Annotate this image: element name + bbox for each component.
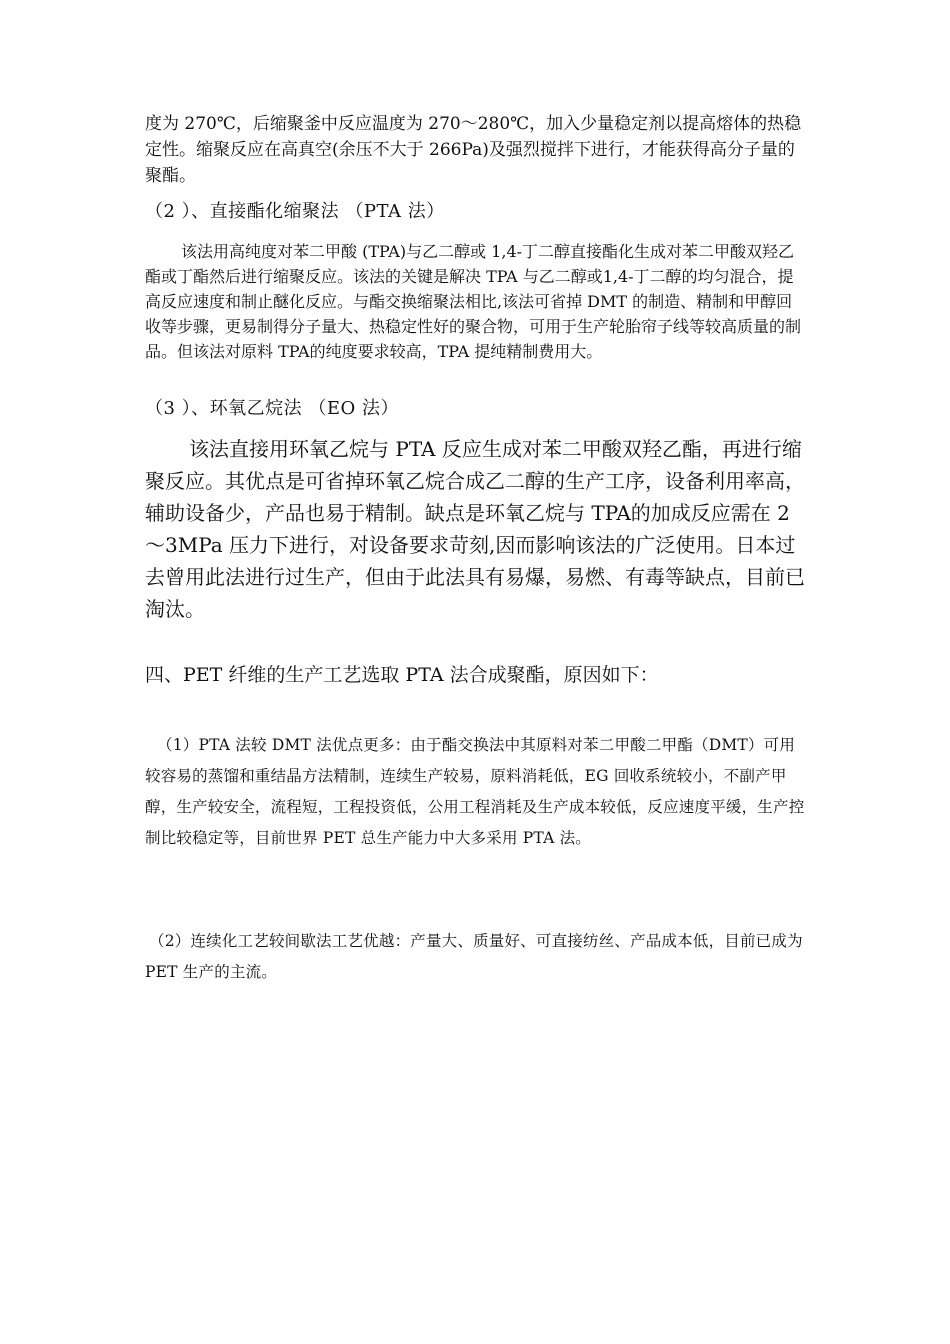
paragraph-dmt-conditions: 度为 270℃，后缩聚釜中反应温度为 270～280℃，加入少量稳定剂以提高熔体的热稳定性。缩聚反应在高真空(余压不大于 266Pa)及强烈搅拌下进行，才能获得高分子量的聚酯。 [145,114,802,186]
section4-heading: 四、PET 纤维的生产工艺选取 PTA 法合成聚酯，原因如下： [145,664,659,686]
section-heading-eo-method: （3 ）、环氧乙烷法 （EO 法） [145,398,400,419]
paragraph-pta-method: 该法用高纯度对苯二甲酸 (TPA)与乙二醇或 1,4-丁二醇直接酯化生成对苯二甲酸双羟乙酯或丁酯然后进行缩聚反应。该法的关键是解决 TPA 与乙二醇或1,4-丁二醇的均匀混合，提高反应速度和制止醚化反应。与酯交换缩聚法相比,该法可省掉 DMT 的制造、精制和甲醇回收等步骤，更易制得分子量大、热稳定性好的聚合物，可用于生产轮胎帘子线等较高质量的制品。但该法对原料 TPA的纯度要求较高，TPA 提纯精制费用大。 [145,242,802,361]
reason-2-paragraph: （2）连续化工艺较间歇法工艺优越：产量大、质量好、可直接纺丝、产品成本低，目前已成为 PET 生产的主流。 [145,932,803,981]
section-heading-pta-method: （2 ）、直接酯化缩聚法 （PTA 法） [145,201,445,222]
paragraph-eo-method: 该法直接用环氧乙烷与 PTA 反应生成对苯二甲酸双羟乙酯，再进行缩聚反应。其优点是可省掉环氧乙烷合成乙二醇的生产工序，设备利用率高，辅助设备少，产品也易于精制。缺点是环氧乙烷与 TPA的加成反应需在 2～3MPa 压力下进行，对设备要求苛刻,因而影响该法的广泛使用。日本过去曾用此法进行过生产，但由于此法具有易爆，易燃、有毒等缺点，目前已淘汰。 [145,437,805,621]
reason-1-paragraph: （1）PTA 法较 DMT 法优点更多：由于酯交换法中其原料对苯二甲酸二甲酯（DMT）可用较容易的蒸馏和重结晶方法精制，连续生产较易，原料消耗低，EG 回收系统较小，不副产甲醇，生产较安全，流程短，工程投资低，公用工程消耗及生产成本较低，反应速度平缓，生产控制比较稳定等，目前世界 PET 总生产能力中大多采用 PTA 法。 [145,736,805,847]
